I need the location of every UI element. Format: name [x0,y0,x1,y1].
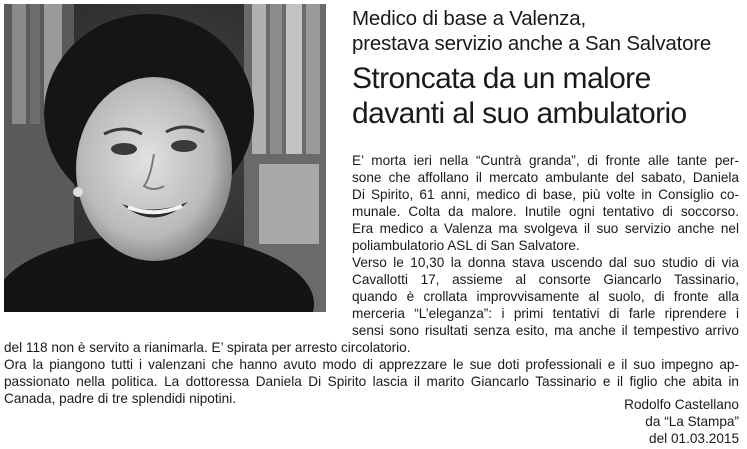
body-line: sensi sono risultati senza esito, ma anche il tempestivo arrivo [352,323,739,338]
body-line: Ora la piangono tutti i valenzani che hanno avuto modo di apprezzare le sue doti professionali e il suo impegno ap- [4,357,739,372]
body-line: Di Spirito, 61 anni, medico di base, più volte in Consiglio co- [352,187,739,202]
body-line: sone che affollano il mercato ambulante del sabato, Daniela [352,170,739,185]
kicker-line-2: prestava servizio anche a San Salvatore [352,32,712,55]
body-line: Era medico a Valenza ma svolgeva il suo servizio anche nel [352,221,739,236]
publication-date: del 01.03.2015 [649,431,739,446]
body-line: munale. Colta da malore. Inutile ogni tentativo di soccorso. [352,204,739,219]
portrait-photo [4,4,326,312]
author-name: Rodolfo Castellano [624,397,739,412]
body-line: del 118 non è servito a rianimarla. E’ spirata per arresto circolatorio. [4,340,411,355]
portrait-illustration [4,4,326,312]
source-name: da “La Stampa” [645,414,739,429]
body-line: Canada, padre di tre splendidi nipotini. [4,391,237,406]
headline-line-1: Stroncata da un malore [352,62,651,95]
body-line: Cavallotti 17, assieme al consorte Giancarlo Tassinario, [352,272,739,287]
body-line: E’ morta ieri nella “Cuntrà granda”, di fronte alle tante per- [352,153,739,168]
body-line: merceria “L’eleganza”: i primi tentativi di farle riprendere i [352,306,739,321]
body-line: Verso le 10,30 la donna stava uscendo dal suo studio di via [352,255,739,270]
headline-line-2: davanti al suo ambulatorio [352,97,687,130]
body-line: poliambulatorio ASL di San Salvatore. [352,238,580,253]
body-line: quando è crollata improvvisamente al suolo, di fronte alla [352,289,739,304]
kicker-line-1: Medico di base a Valenza, [352,7,586,30]
body-line: passionato nella politica. La dottoressa Daniela Di Spirito lascia il marito Giancarlo Tassinario e il figlio che abita in [4,374,739,389]
